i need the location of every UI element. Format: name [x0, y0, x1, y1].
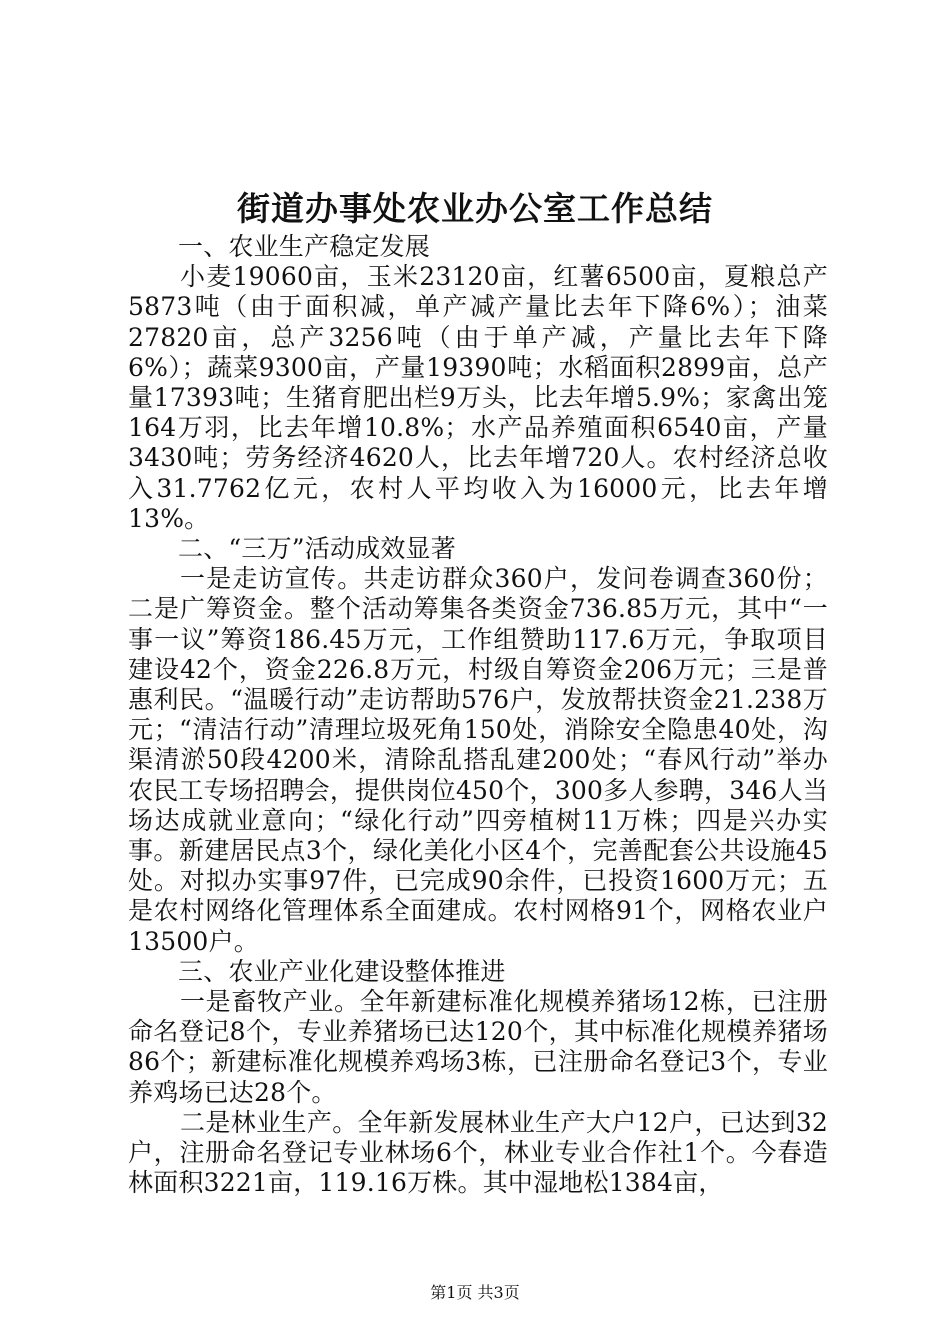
section-paragraph: 二是林业生产。全年新发展林业生产大户12户，已达到32户，注册命名登记专业林场6个，林业专业合作社1个。今春造林面积3221亩，119.16万株。其中湿地松1384亩， [128, 1107, 828, 1198]
document-title: 街道办事处农业办公室工作总结 [237, 189, 713, 228]
document-body [128, 232, 828, 1199]
section-heading: 三、农业产业化建设整体推进 [178, 956, 506, 986]
section-paragraph: 一是畜牧产业。全年新建标准化规模养猪场12栋，已注册命名登记8个，专业养猪场已达120个，其中标准化规模养猪场86个；新建标准化规模养鸡场3栋，已注册命名登记3个，专业养鸡场已达28个。 [128, 987, 828, 1107]
page-footer: 第1页 共3页 [430, 1283, 520, 1302]
section-heading: 一、农业生产稳定发展 [178, 232, 431, 261]
section-paragraph: 小麦19060亩，玉米23120亩，红薯6500亩，夏粮总产5873吨（由于面积减，单产减产量比去年下降6%）；油菜27820亩，总产3256吨（由于单产减，产量比去年下降6%）；蔬菜9300亩，产量19390吨；水稻面积2899亩，总产量17393吨；生猪育肥出栏9万头，比去年增5.9%；家禽出笼164万羽，比去年增10.8%；水产品养殖面积6540亩，产量3430吨；劳务经济4620人，比去年增720人。农村经济总收入31.7762亿元，农村人平均收入为16000元，比去年增13%。 [128, 262, 828, 533]
section-paragraph: 一是走访宣传。共走访群众360户，发问卷调查360份；二是广筹资金。整个活动筹集各类资金736.85万元，其中“一事一议”筹资186.45万元，工作组赞助117.6万元，争取项目建设42个，资金226.8万元，村级自筹资金206万元；三是普惠利民。“温暖行动”走访帮助576户，发放帮扶资金21.238万元；“清洁行动”清理垃圾死角150处，消除安全隐患40处，沟渠清淤50段4200米，清除乱搭乱建200处；“春风行动”举办农民工专场招聘会，提供岗位450个，300多人参聘，346人当场达成就业意向；“绿化行动”四旁植树11万株；四是兴办实事。新建居民点3个，绿化美化小区4个，完善配套公共设施45处。对拟办实事97件，已完成90余件，已投资1600万元；五是农村网络化管理体系全面建成。农村网格91个，网格农业户13500户。 [128, 564, 828, 956]
section-heading: 二、“三万”活动成效显著 [178, 534, 456, 564]
